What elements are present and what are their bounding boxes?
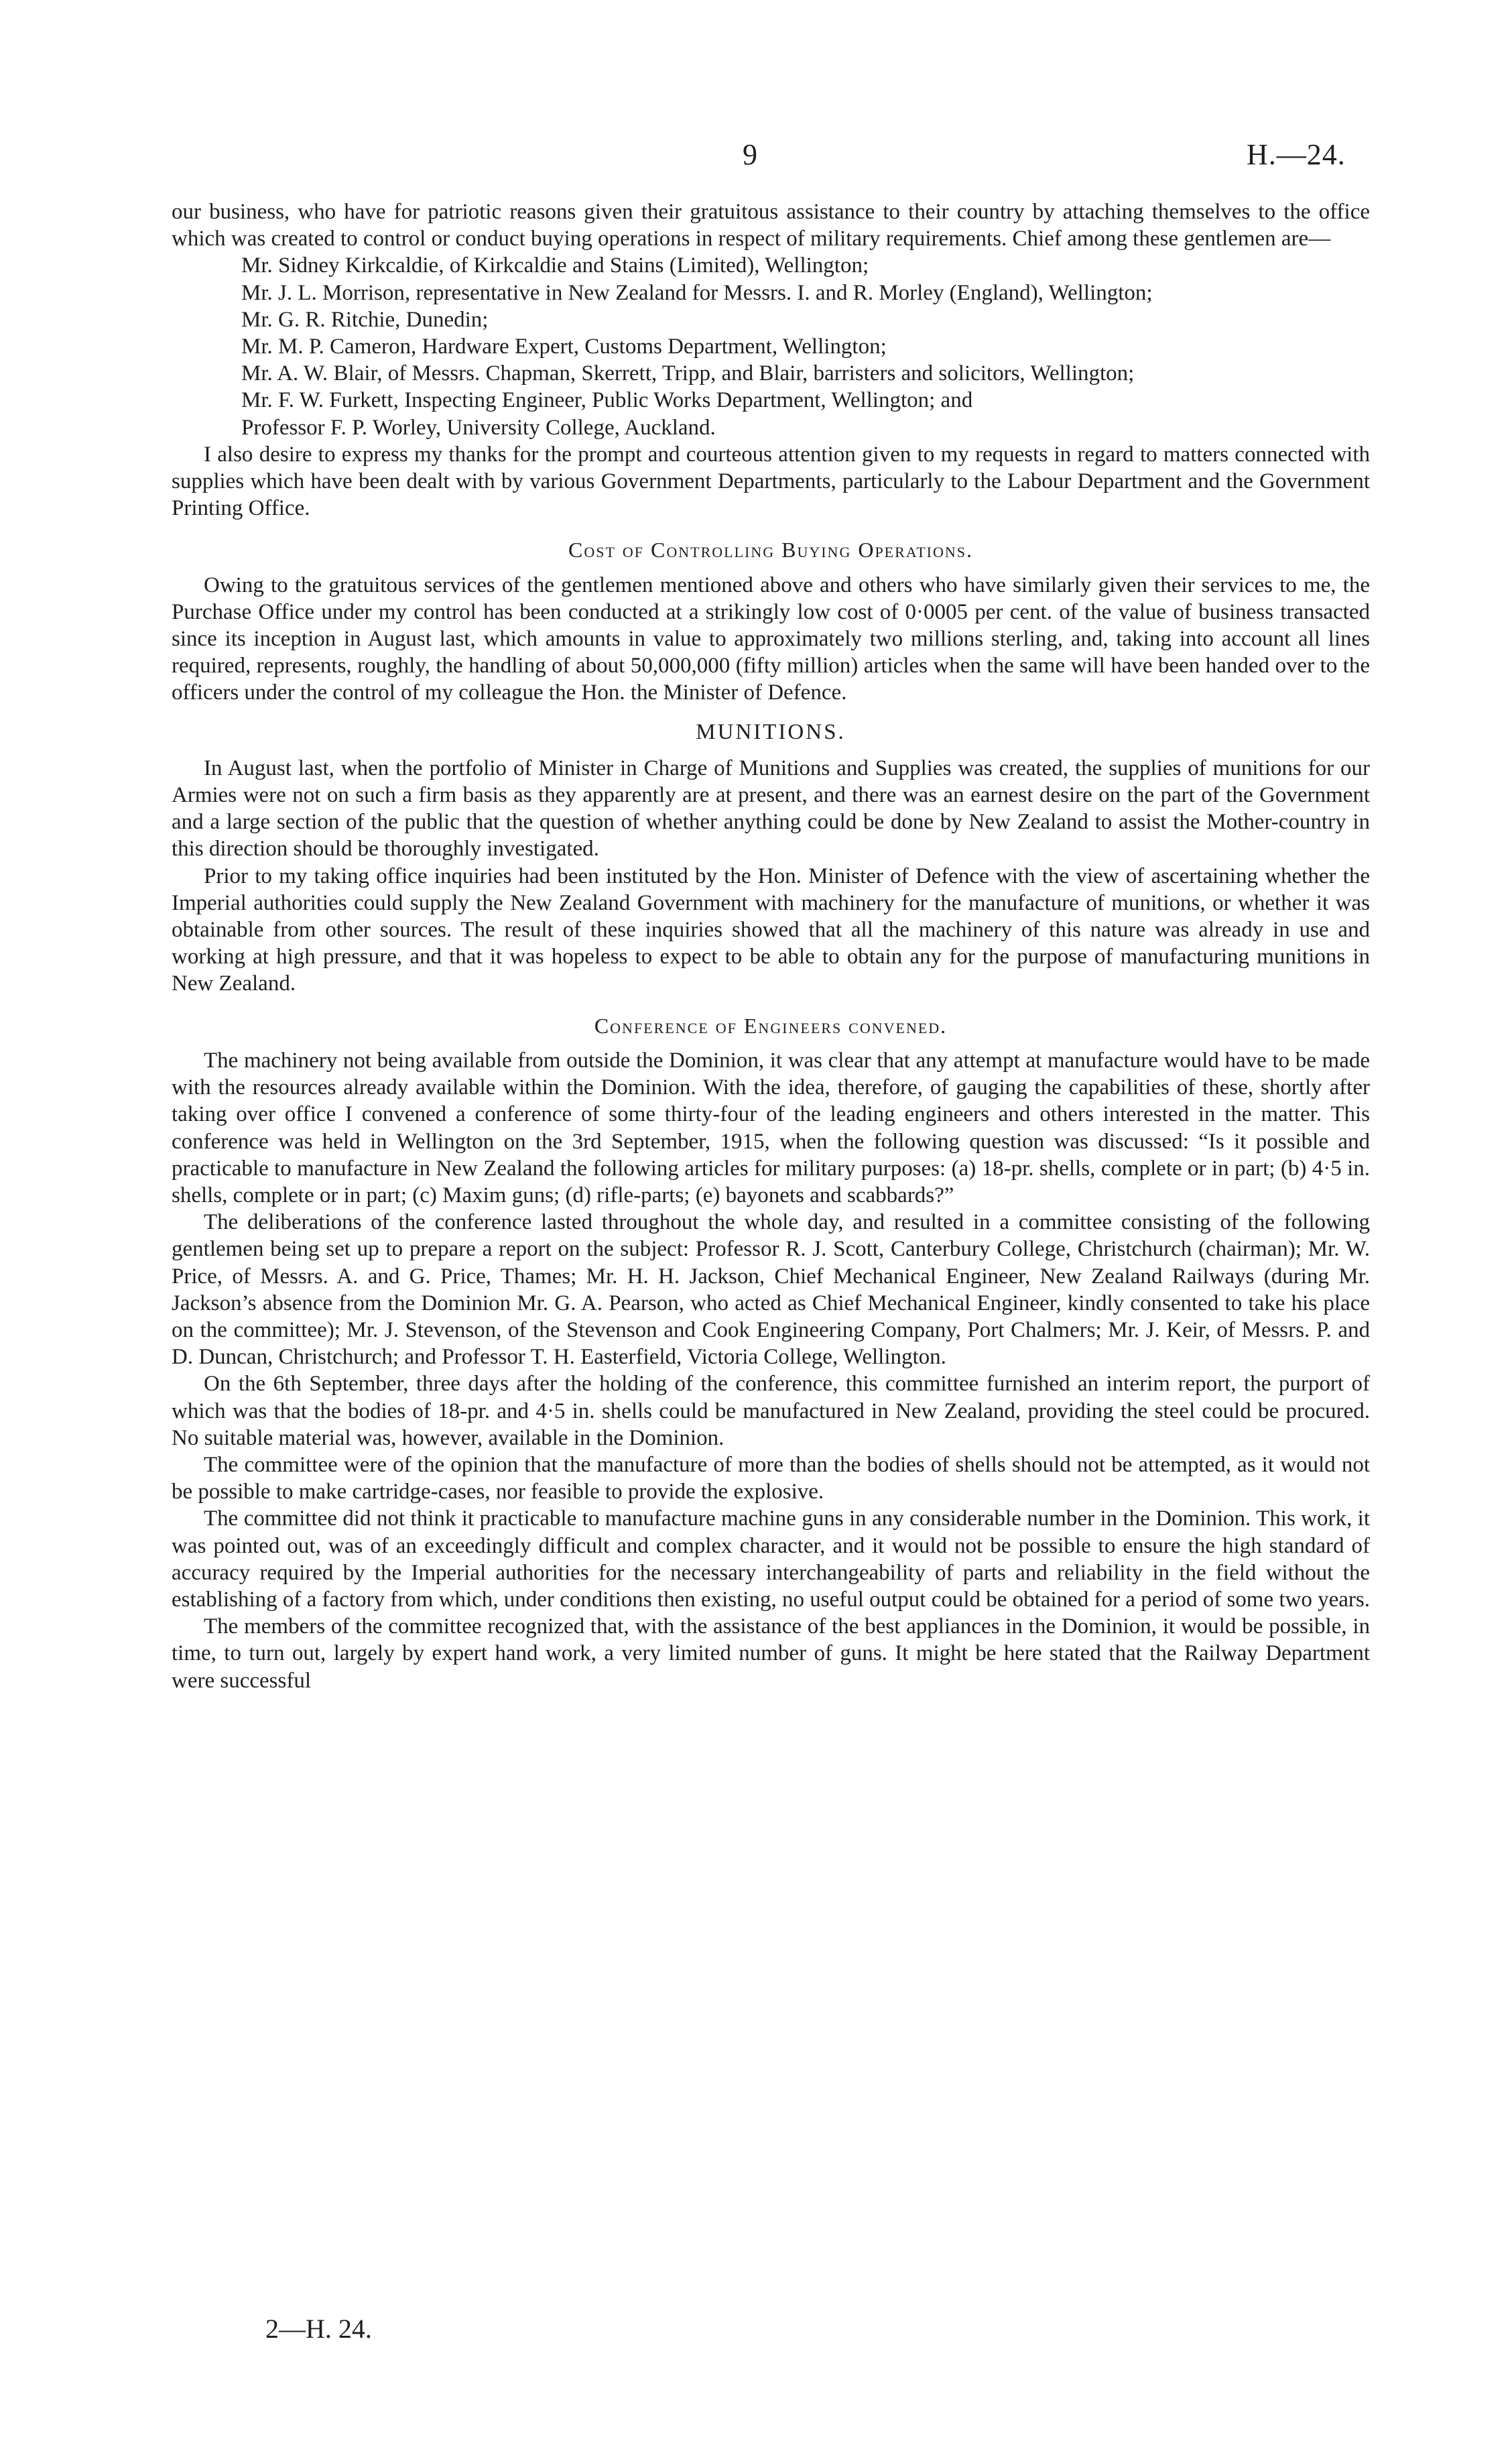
list-item: Mr. A. W. Blair, of Messrs. Chapman, Skerrett, Tripp, and Blair, barristers and solicitors, Wellington; (241, 361, 1135, 386)
conference-paragraph: On the 6th September, three days after the holding of the conference, this committee furnished an interim report, the purport of which was that the bodies of 18-pr. and 4·5 in. shells could be manufactured in New Zealand, providing the steel could be procured. No suitable material was, however, available in the Dominion. (172, 1372, 1370, 1450)
page-header (0, 137, 1512, 184)
conference-paragraph: The machinery not being available from outside the Dominion, it was clear that any attempt at manufacture would have to be made with the resources already available within the Dominion. With the idea, therefore, of gauging the capabilities of these, shortly after taking over office I convened a conference of some thirty-four of the leading engineers and others interested in the matter. This conference was held in Wellington on the 3rd September, 1915, when the following question was discussed: “Is it possible and practicable to manufacture in New Zealand the following articles for military purposes: (a) 18-pr. shells, complete or in part; (b) 4·5 in. shells, complete or in part; (c) Maxim guns; (d) rifle-parts; (e) bayonets and scabbards?” (172, 1048, 1370, 1207)
conference-paragraph: The deliberations of the conference lasted throughout the whole day, and resulted in a committee consisting of the following gentlemen being set up to prepare a report on the subject: Professor R. J. Scott, Canterbury College, Christchurch (chairman); Mr. W. Price, of Messrs. A. and G. Price, Thames; Mr. H. H. Jackson, Chief Mechanical Engineer, New Zealand Railways (during Mr. Jackson’s absence from the Dominion Mr. G. A. Pearson, who acted as Chief Mechanical Engineer, kindly consented to take his place on the committee); Mr. J. Stevenson, of the Stevenson and Cook Engineering Company, Port Chalmers; Mr. J. Keir, of Messrs. P. and D. Duncan, Christchurch; and Professor T. H. Easterfield, Victoria College, Wellington. (172, 1210, 1370, 1370)
signature-mark: 2—H. 24. (265, 2314, 372, 2344)
section-heading-munitions: MUNITIONS. (696, 719, 846, 744)
intro-paragraph: our business, who have for patriotic reasons given their gratuitous assistance to their country by attaching themselves to the office which was created to control or conduct buying operations in respect of military requirements. Chief among these gentlemen are— (172, 200, 1370, 251)
section-heading-conference: Conference of Engineers convened. (594, 1013, 948, 1038)
list-item: Mr. F. W. Furkett, Inspecting Engineer, Public Works Department, Wellington; and (241, 388, 973, 413)
conference-paragraph: The committee were of the opinion that the manufacture of more than the bodies of shells should not be attempted, as it would not be possible to make cartridge-cases, nor feasible to provide the explosive. (172, 1452, 1370, 1504)
munitions-paragraph: In August last, when the portfolio of Minister in Charge of Munitions and Supplies was created, the supplies of munitions for our Armies were not on such a firm basis as they apparently are at present, and there was an earnest desire on the part of the Government and a large section of the public that the question of whether anything could be done by New Zealand to assist the Mother-country in this direction should be thoroughly investigated. (172, 756, 1370, 861)
conference-paragraph: The committee did not think it practicable to manufacture machine guns in any considerable number in the Dominion. This work, it was pointed out, was of an exceedingly difficult and complex character, and it would not be possible to ensure the high standard of accuracy required by the Imperial authorities for the necessary interchangeability of parts and reliability in the field without the establishing of a factory from which, under conditions then existing, no useful output could be obtained for a period of some two years. (172, 1506, 1370, 1612)
list-item: Professor F. P. Worley, University College, Auckland. (241, 415, 716, 440)
munitions-paragraph: Prior to my taking office inquiries had been instituted by the Hon. Minister of Defence with the view of ascertaining whether the Imperial authorities could supply the New Zealand Government with machinery for the manufacture of munitions, or whether it was obtainable from other sources. The result of these inquiries showed that all the machinery of this nature was already in use and working at high pressure, and that it was hopeless to expect to be able to obtain any for the purpose of manufacturing munitions in New Zealand. (172, 864, 1370, 996)
conference-paragraph: The members of the committee recognized that, with the assistance of the best appliances in the Dominion, it would be possible, in time, to turn out, largely by expert hand work, a very limited number of guns. It might be here stated that the Railway Department were successful (172, 1614, 1370, 1693)
body-text (172, 198, 1370, 1694)
section-heading-cost: Cost of Controlling Buying Operations. (568, 538, 974, 562)
list-item: Mr. J. L. Morrison, representative in New Zealand for Messrs. I. and R. Morley (England), Wellington; (241, 280, 1153, 305)
document-reference: H.—24. (1247, 138, 1346, 171)
list-item: Mr. G. R. Ritchie, Dunedin; (241, 307, 489, 332)
page-number: 9 (743, 138, 757, 171)
thanks-paragraph: I also desire to express my thanks for the prompt and courteous attention given to my requests in regard to matters connected with supplies which have been dealt with by various Government Departments, particularly to the Labour Department and the Government Printing Office. (172, 442, 1370, 521)
cost-paragraph: Owing to the gratuitous services of the gentlemen mentioned above and others who have similarly given their services to me, the Purchase Office under my control has been conducted at a strikingly low cost of 0·0005 per cent. of the value of business transacted since its inception in August last, which amounts in value to approximately two millions sterling, and, taking into account all lines required, represents, roughly, the handling of about 50,000,000 (fifty million) articles when the same will have been handed over to the officers under the control of my colleague the Hon. the Minister of Defence. (172, 573, 1370, 705)
gentlemen-list (172, 252, 1370, 440)
list-item: Mr. M. P. Cameron, Hardware Expert, Customs Department, Wellington; (241, 335, 887, 359)
list-item: Mr. Sidney Kirkcaldie, of Kirkcaldie and Stains (Limited), Wellington; (241, 253, 869, 278)
